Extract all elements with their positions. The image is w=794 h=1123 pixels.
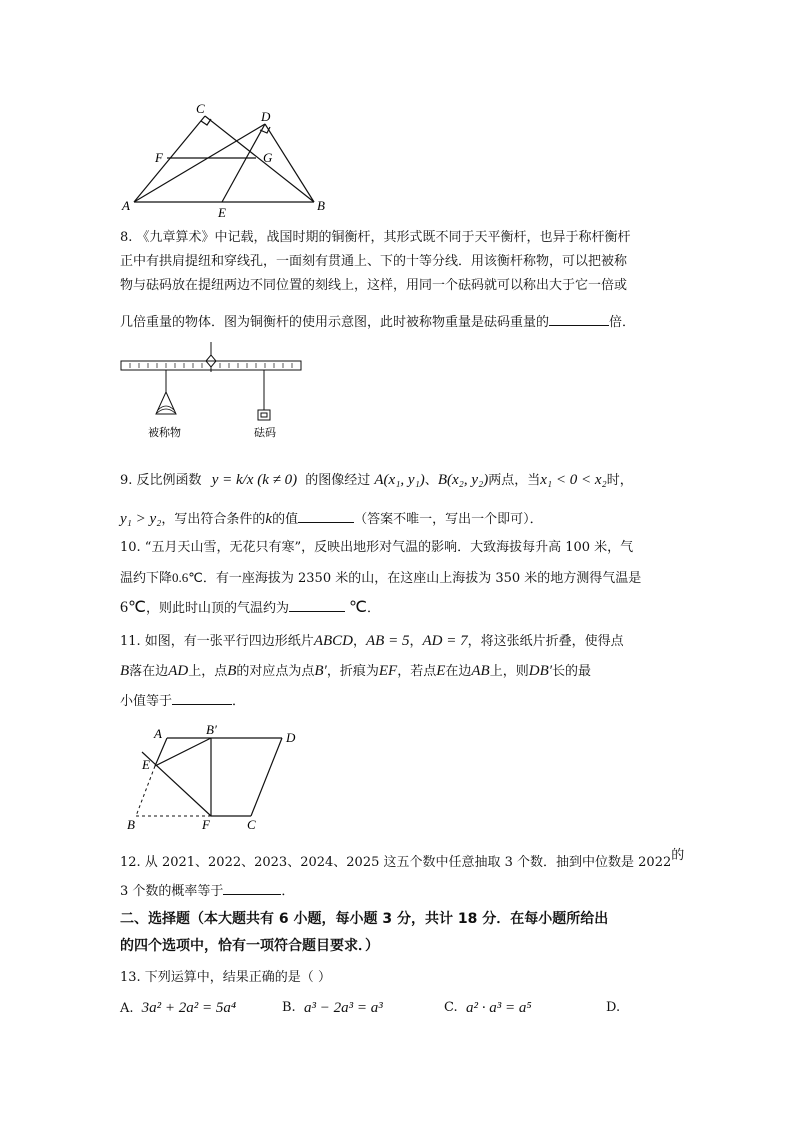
- answer-blank-q9: [298, 508, 354, 523]
- q11-t2: 上，点: [188, 664, 228, 679]
- label-b-2: B: [127, 817, 135, 832]
- label-c-2: C: [247, 817, 256, 832]
- section-2-heading-line-1: 二、选择题（本大题共有 6 小题，每小题 3 分，共计 18 分．在每小题所给出: [120, 911, 609, 927]
- q11-t1: 落在边: [129, 664, 169, 679]
- q9-line-1: [120, 470, 633, 491]
- label-a: A: [122, 198, 130, 213]
- q12-sup: 的: [671, 848, 685, 863]
- section-2-heading-line-2: 的四个选项中，恰有一项符合题目要求．）: [120, 938, 379, 954]
- q12-end: ．: [281, 884, 295, 899]
- option-a: 3a² + 2a² = 5a⁴: [141, 1000, 237, 1016]
- q8-line-3: 物与砝码放在提纽两边不同位置的刻线上，这样，用同一个砝码就可以称出大于它一倍或: [120, 278, 628, 293]
- q8-suffix: 倍．: [609, 315, 636, 330]
- q10-line-3: [120, 597, 380, 619]
- q11-t9: 小值等于: [120, 694, 173, 709]
- q9-line-2: [120, 508, 543, 530]
- label-b: B: [317, 198, 325, 213]
- q9-point-b: B(x₂, y₂): [437, 472, 489, 488]
- q10-unit: ℃: [348, 599, 367, 616]
- q13-options: [120, 998, 640, 1019]
- option-c-label: C.: [444, 1000, 458, 1015]
- q9-point-a: A(x₁, y₁): [374, 472, 425, 488]
- q11-t5: ，若点: [397, 664, 437, 679]
- q9-condition: x₁ < 0 < x₂: [540, 472, 607, 488]
- q9-cond-end: 时，: [606, 473, 633, 488]
- q9-text-a: ，写出符合条件的: [161, 512, 266, 527]
- label-weighed-object: 被称物: [148, 427, 181, 439]
- option-d-label: D.: [606, 1000, 621, 1015]
- q11-ab-2: AB: [471, 663, 490, 679]
- label-d: D: [261, 109, 271, 124]
- q8-line-2: 正中有拱肩提纽和穿线孔，一面刻有贯通上、下的十等分线．用该衡杆称物，可以把被称: [120, 254, 628, 269]
- q11-db-prime: DB′: [528, 663, 553, 679]
- q13-stem: 13. 下列运算中，结果正确的是（ ）: [120, 970, 331, 985]
- answer-blank-q11: [172, 690, 232, 705]
- q10-text-b: ．有一座海拔为 2350 米的山，在这座山上海拔为 350 米的地方测得气温是: [202, 571, 642, 586]
- q11-end: ．: [232, 694, 246, 709]
- option-b-label: B.: [282, 1000, 296, 1015]
- q11-abcd: ABCD: [313, 633, 353, 649]
- option-a-label: A.: [120, 1001, 134, 1016]
- q9-text-b: 的值: [272, 512, 299, 527]
- q10-temp-drop: 0.6℃: [172, 570, 203, 585]
- q10-text-a: 温约下降: [120, 571, 173, 586]
- q8-line-1: 8. 《九章算术》中记载，战国时期的铜衡杆，其形式既不同于天平衡杆，也异于称杆衡杆: [120, 230, 631, 245]
- q8-line-4: [120, 311, 635, 333]
- q11-comma-1: ，: [352, 634, 366, 649]
- q11-ef: EF: [378, 663, 398, 679]
- q11-b-prime: B′: [314, 663, 327, 679]
- q9-sep: 、: [424, 473, 438, 488]
- q11-text-a: 11. 如图，有一张平行四边形纸片: [120, 634, 314, 649]
- q11-e: E: [436, 663, 446, 679]
- q8-text: 几倍重量的物体．图为铜衡杆的使用示意图，此时被称物重量是砝码重量的: [120, 315, 550, 330]
- label-weight: 砝码: [254, 427, 276, 439]
- q10-text-c: ，则此时山顶的气温约为: [145, 601, 289, 616]
- q11-b-2: B: [227, 663, 237, 679]
- q9-function: y = k/x (k ≠ 0): [211, 472, 298, 488]
- q10-line-1: 10. “五月天山雪，无花只有寒”，反映出地形对气温的影响．大致海拔每升高 100 米，气: [120, 540, 634, 555]
- q10-end: ．: [366, 601, 380, 616]
- q10-line-2: [120, 568, 641, 589]
- label-f: F: [155, 150, 163, 165]
- q11-comma-2: ，: [409, 634, 423, 649]
- q11-t6: 在边: [445, 664, 472, 679]
- label-g: G: [263, 150, 273, 165]
- q11-ad-2: AD: [168, 663, 189, 679]
- option-c: a² · a³ = a⁵: [466, 1000, 532, 1016]
- q11-t8: 长的最: [552, 664, 592, 679]
- q12-line-1: [120, 848, 685, 873]
- q11-t3: 的对应点为点: [236, 664, 315, 679]
- q12-line-2: [120, 880, 294, 902]
- label-e: E: [218, 205, 226, 220]
- label-d-2: D: [286, 730, 296, 745]
- label-c: C: [196, 101, 205, 116]
- q9-k: k: [265, 511, 273, 527]
- answer-blank-q10: [289, 597, 345, 612]
- q11-ad: AD = 7: [422, 633, 468, 649]
- q9-prefix: 9. 反比例函数: [120, 473, 202, 488]
- q11-t7: 上，则: [489, 664, 529, 679]
- balance-beam-figure: [118, 340, 308, 440]
- answer-blank-q8: [549, 311, 609, 326]
- q9-end: （答案不唯一，写出一个即可）．: [354, 512, 543, 527]
- q9-y-condition: y₁ > y₂: [120, 511, 162, 527]
- label-b-prime: B′: [206, 722, 217, 737]
- q11-line-3: [120, 690, 245, 712]
- q12-text: 12. 从 2021、2022、2023、2024、2025 这五个数中任意抽取 3 个数．抽到中位数是 2022: [120, 855, 672, 870]
- option-b: a³ − 2a³ = a³: [304, 1000, 383, 1016]
- q12-text-2: 3 个数的概率等于: [120, 884, 224, 899]
- q11-ab: AB = 5: [366, 633, 410, 649]
- q9-cond-text: 两点，当: [488, 473, 541, 488]
- q11-b: B: [120, 663, 130, 679]
- answer-blank-q12: [223, 880, 281, 895]
- q11-line-2: [120, 661, 591, 682]
- label-f-2: F: [202, 817, 210, 832]
- q11-t4: ，折痕为: [326, 664, 379, 679]
- q11-line-1: [120, 631, 624, 652]
- parallelogram-figure: [120, 722, 310, 836]
- q10-temp-measured: 6℃: [120, 599, 146, 616]
- q11-text-d: ，将这张纸片折叠，使得点: [467, 634, 624, 649]
- label-e-2: E: [142, 757, 150, 772]
- label-a-2: A: [154, 726, 162, 741]
- q9-mid: 的图像经过: [305, 473, 371, 488]
- geometry-figure-triangle: [118, 98, 338, 222]
